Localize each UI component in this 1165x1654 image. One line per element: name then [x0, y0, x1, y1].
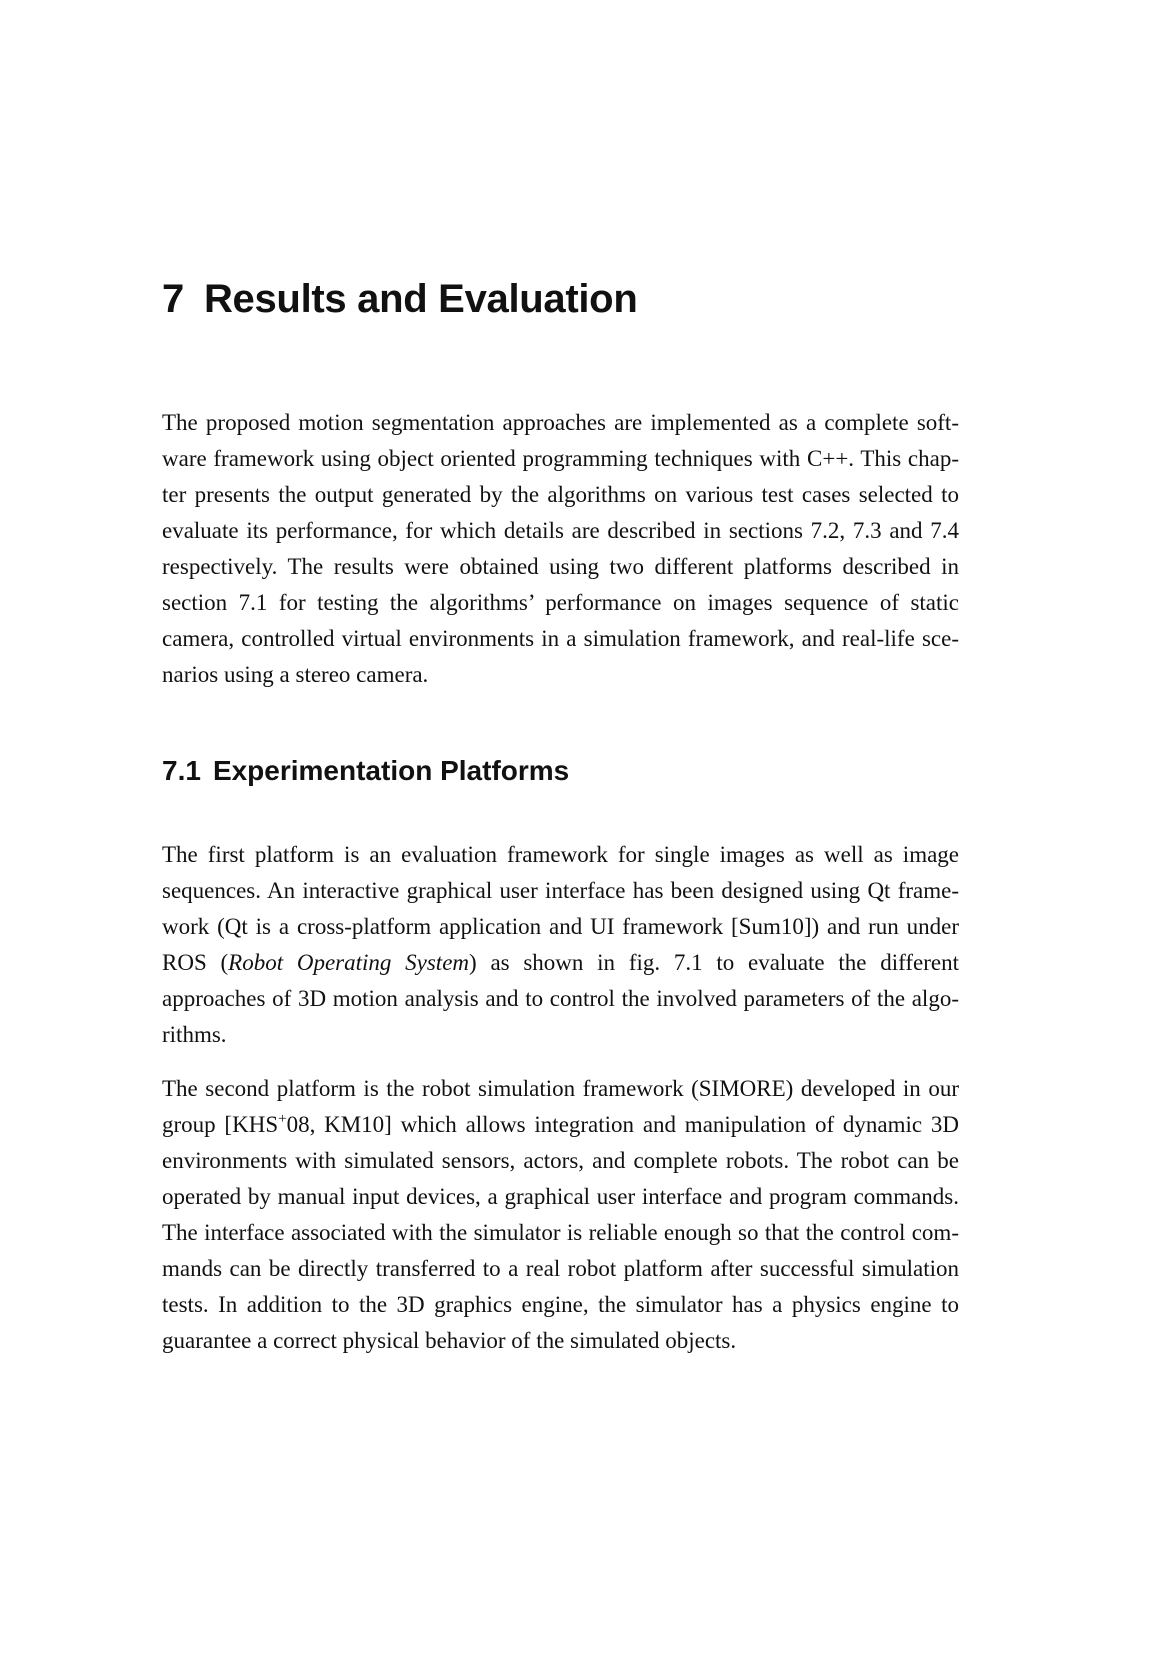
- ros-italic-term: Robot Operating System: [228, 950, 470, 975]
- section-number: 7.1: [162, 755, 201, 786]
- platform-paragraph-2: [162, 1071, 959, 1359]
- citation-superscript: +: [278, 1111, 287, 1127]
- chapter-title-text: Results and Evaluation: [203, 277, 638, 321]
- chapter-number: 7: [162, 277, 184, 321]
- platform-paragraph-2-text-a: The second platform is the robot simulation framework (SIMORE) developed in our group [KHS: [162, 1076, 959, 1137]
- section-title-text: Experimentation Platforms: [212, 755, 570, 786]
- chapter-title: [162, 275, 637, 323]
- platform-paragraph-1: [162, 837, 959, 1053]
- platform-paragraph-1-text-b: ) as shown in fig. 7.1 to evaluate the different approaches of 3D motion analysis and to control the involved parameters of the algorithms.: [162, 950, 959, 1047]
- section-title: [162, 753, 569, 789]
- platform-paragraph-1-text-a: The first platform is an evaluation framework for single images as well as image sequences. An interactive graphical user interface has been designed using Qt framework (Qt is a cross-platform application and UI framework [Sum10]) and run under ROS (: [162, 842, 959, 975]
- platform-paragraph-2-text-b: 08, KM10] which allows integration and manipulation of dynamic 3D environments with simulated sensors, actors, and complete robots. The robot can be operated by manual input devices, a graphical user interface and program commands. The interface associated with the simulator is reliable enough so that the control commands can be directly transferred to a real robot platform after successful simulation tests. In addition to the 3D graphics engine, the simulator has a physics engine to guarantee a correct physical behavior of the simulated objects.: [162, 1112, 959, 1353]
- intro-paragraph: The proposed motion segmentation approaches are implemented as a complete software framework using object oriented programming techniques with C++. This chapter presents the output generated by the algorithms on various test cases selected to evaluate its performance, for which details are described in sections 7.2, 7.3 and 7.4 respectively. The results were obtained using two different platforms described in section 7.1 for testing the algorithms’ performance on images sequence of static camera, controlled virtual environments in a simulation framework, and real-life scenarios using a stereo camera.: [162, 410, 959, 687]
